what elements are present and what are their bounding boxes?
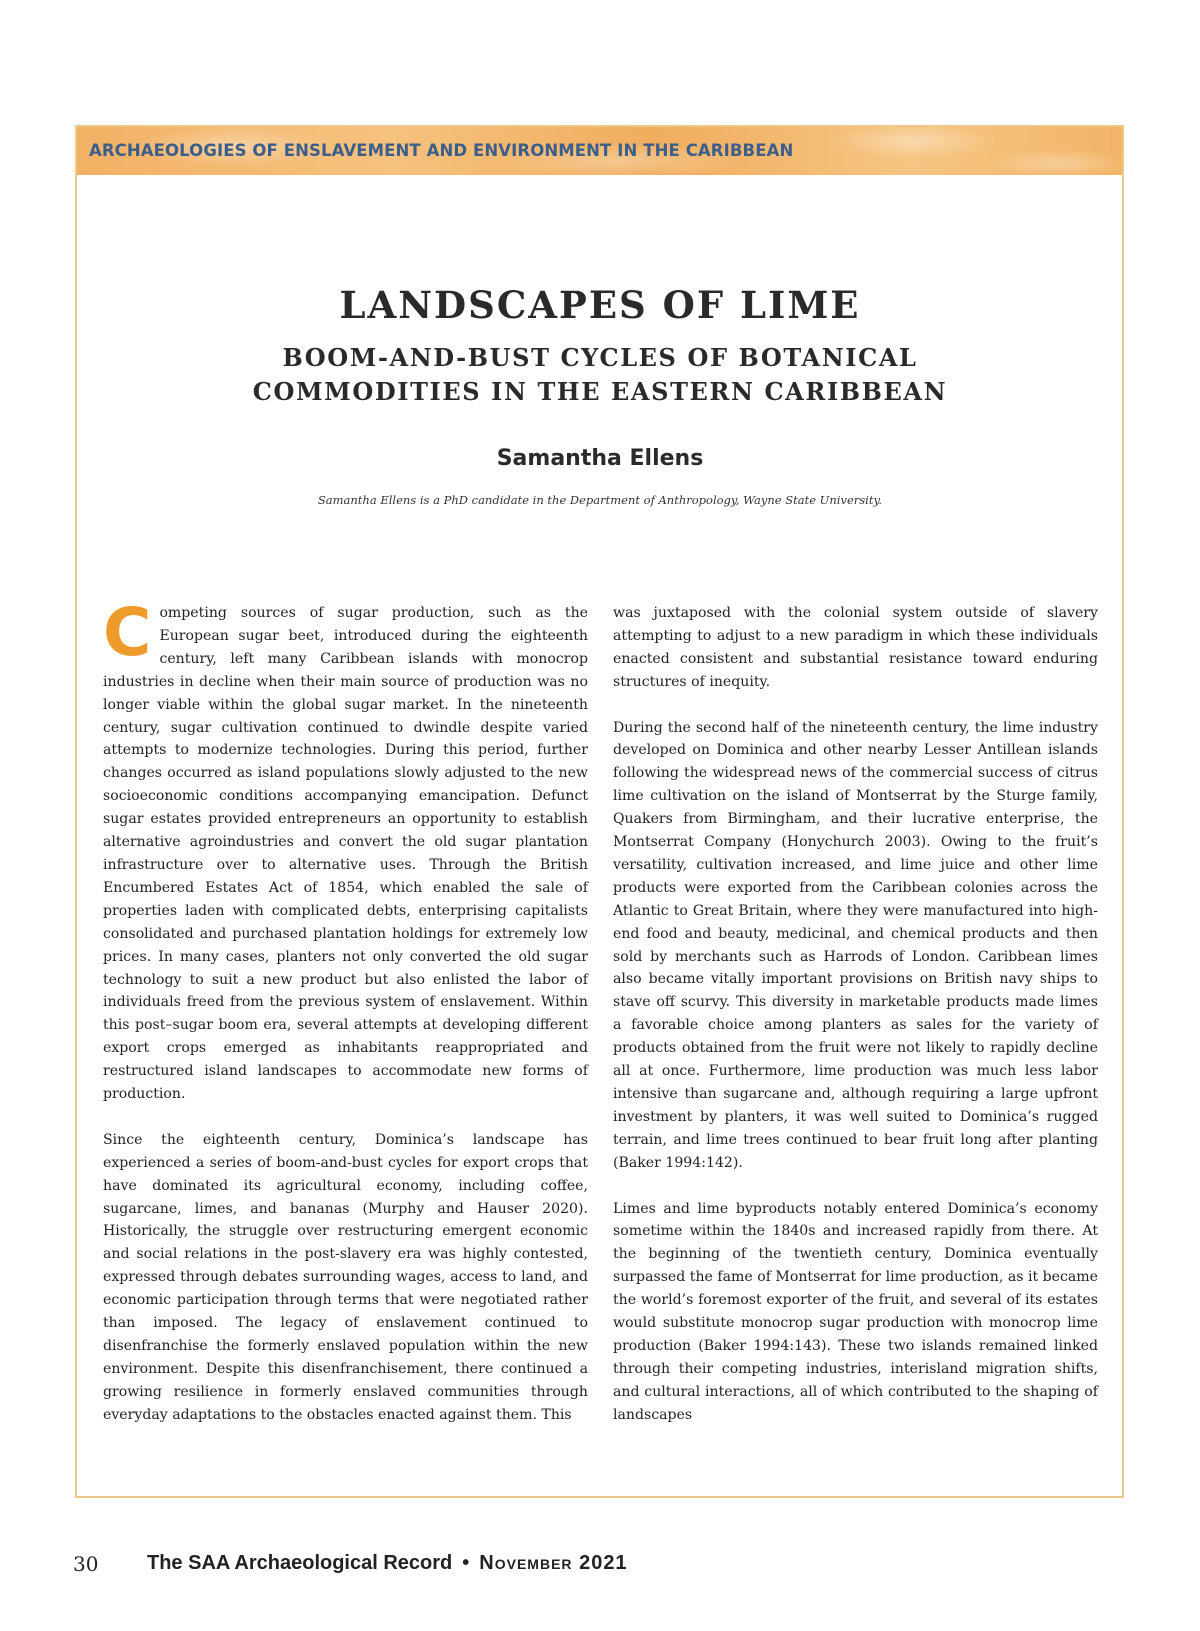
journal-name xyxy=(147,1552,628,1575)
body-paragraph xyxy=(103,594,588,1106)
body-paragraph: During the second half of the nineteenth century, the lime industry developed on Dominica and other nearby Lesser Antillean islands following the widespread news of the commercial success of citrus lime cultivation on the island of Montserrat by the Sturge family, Quakers from Birmingham, and their lucrative enterprise, the Montserrat Company (Honychurch 2003). Owing to the fruit’s versatility, cultivation increased, and lime juice and other lime products were exported from the Caribbean colonies across the Atlantic to Great Britain, where they were manufactured into high-end food and beauty, medicinal, and chemical products and then sold by merchants such as Harrods of London. Caribbean limes also became vitally important provisions on British navy ships to stave off scurvy. This diversity in marketable products made limes a favorable choice among planters as sales for the variety of products obtained from the fruit were not likely to rapidly decline all at once. Furthermore, lime production was much less labor intensive than sugarcane and, although requiring a large upfront investment by planters, it was well suited to Dominica’s rugged terrain, and lime trees continued to bear fruit long after planting (Baker 1994:142). xyxy=(613,719,1098,1171)
article-subtitle-line-2: COMMODITIES IN THE EASTERN CARIBBEAN xyxy=(252,377,948,406)
journal-title: The SAA Archaeological Record xyxy=(147,1552,453,1574)
author-affiliation: Samantha Ellens is a PhD candidate in the Department of Anthropology, Wayne State University. xyxy=(317,493,883,507)
section-banner-title: ARCHAEOLOGIES OF ENSLAVEMENT AND ENVIRONMENT IN THE CARIBBEAN xyxy=(89,141,794,160)
issue-date: November 2021 xyxy=(479,1552,628,1574)
drop-cap: C xyxy=(103,594,152,671)
article-subtitle xyxy=(0,341,1200,409)
page-number: 30 xyxy=(73,1552,99,1576)
footer-bullet: • xyxy=(462,1552,470,1574)
body-paragraph: Since the eighteenth century, Dominica’s landscape has experienced a series of boom-and-bust cycles for export crops that have dominated its agricultural economy, including coffee, sugarcane, limes, and bananas (Murphy and Hauser 2020). Historically, the struggle over restructuring emergent economic and social relations in the post-slavery era was highly contested, expressed through debates surrounding wages, access to land, and economic participation through terms that were negotiated rather than imposed. The legacy of enslavement continued to disenfranchise the formerly enslaved population within the new environment. Despite this disenfranchisement, there continued a growing resilience in formerly enslaved communities through everyday adaptations to the obstacles enacted against them. This xyxy=(103,1131,588,1423)
paragraph-text: ompeting sources of sugar production, such as the European sugar beet, introduced during the eighteenth century, left many Caribbean islands with monocrop industries in decline when their main source of production was no longer viable within the global sugar market. In the nineteenth century, sugar cultivation continued to dwindle despite varied attempts to modernize technologies. During this period, further changes occurred as island populations slowly adjusted to the new socioeconomic conditions accompanying emancipation. Defunct sugar estates provided entrepreneurs an opportunity to establish alternative agroindustries and convert the old sugar plantation infrastructure over to alternative uses. Through the British Encumbered Estates Act of 1854, which enabled the sale of properties laden with complicated debts, enterprising capitalists consolidated and purchased plantation holdings for extremely low prices. In many cases, planters not only converted the old sugar technology to suit a new product but also enlisted the labor of individuals freed from the previous system of enslavement. Within this post–sugar boom era, several attempts at developing different export crops emerged as inhabitants reappropriated and restructured island landscapes to accommodate new forms of production. xyxy=(103,605,588,1103)
body-paragraph: Limes and lime byproducts notably entered Dominica’s economy sometime within the 1840s and increased rapidly from there. At the beginning of the twentieth century, Dominica eventually surpassed the fame of Montserrat for lime production, as it became the world’s foremost exporter of the fruit, and several of its estates would substitute monocrop sugar production with monocrop lime production (Baker 1994:143). These two islands remained linked through their competing industries, interisland migration shifts, and cultural interactions, all of which contributed to the shaping of landscapes xyxy=(613,1200,1098,1423)
article-title: LANDSCAPES OF LIME xyxy=(339,283,861,327)
author-name: Samantha Ellens xyxy=(496,446,704,471)
body-column-left xyxy=(103,594,588,1450)
page-footer xyxy=(0,1552,1200,1582)
body-column-right xyxy=(613,602,1098,1449)
article-subtitle-line-1: BOOM-AND-BUST CYCLES OF BOTANICAL xyxy=(282,343,918,372)
body-paragraph: was juxtaposed with the colonial system outside of slavery attempting to adjust to a new paradigm in which these individuals enacted consistent and substantial resistance toward enduring structures of inequity. xyxy=(613,605,1098,690)
section-banner xyxy=(77,127,1122,175)
